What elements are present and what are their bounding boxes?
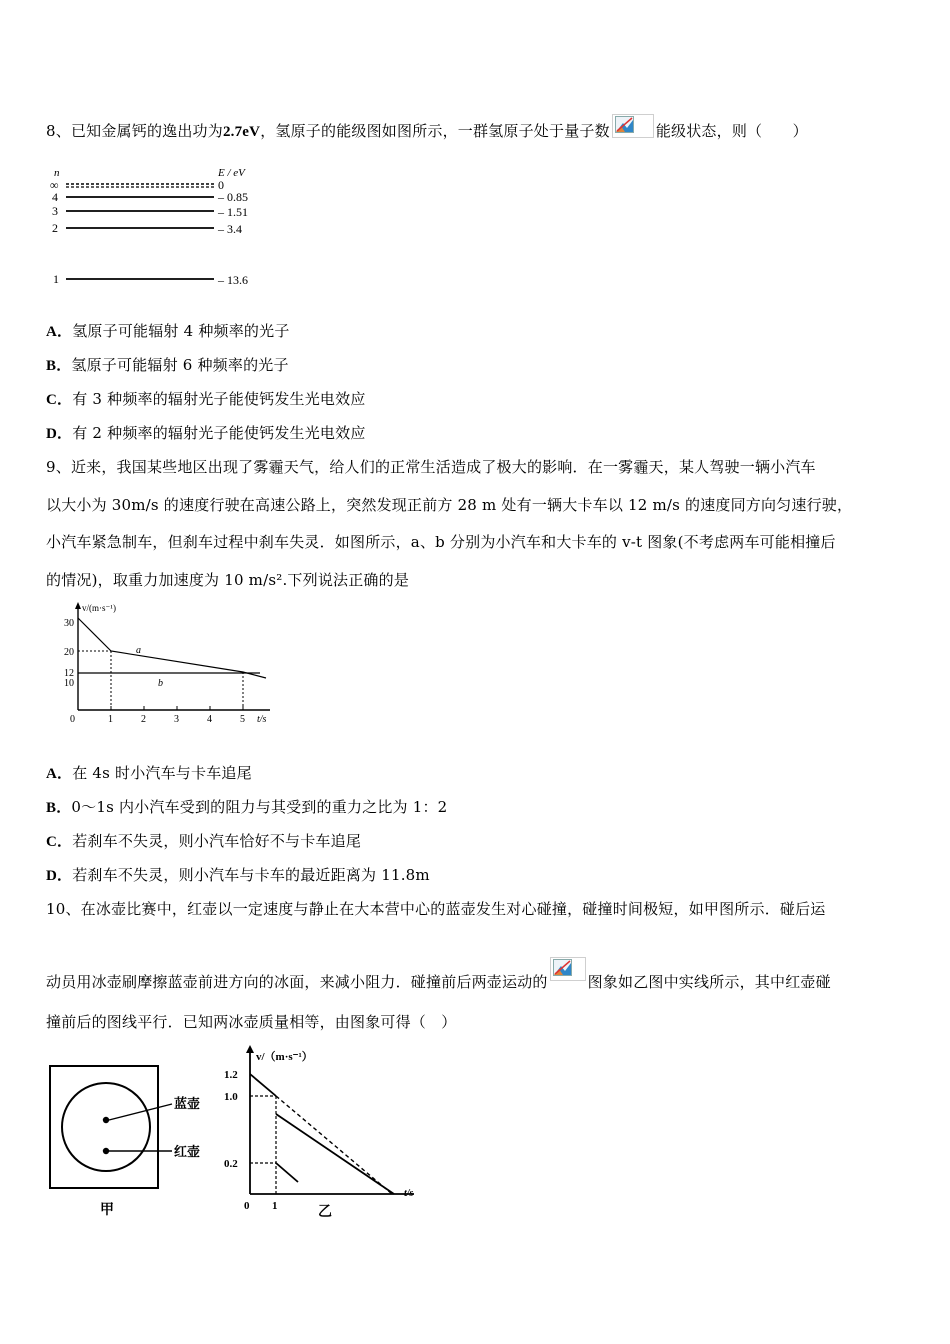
energy-level-diagram: [46, 160, 276, 292]
rink-box: [50, 1066, 158, 1188]
figure-yi-caption: 乙: [318, 1205, 332, 1220]
level-e-3: – 1.51: [218, 205, 248, 219]
x-axis-label: t/s: [404, 1188, 414, 1199]
y-tick-1-2: 1.2: [224, 1069, 238, 1081]
level-n-2: 2: [52, 221, 58, 235]
x-tick-0: 0: [244, 1200, 250, 1212]
y-tick-1-0: 1.0: [224, 1091, 238, 1103]
broken-image-icon: [612, 114, 654, 138]
q10-stem-line-1: 10、在冰壶比赛中，红壶以一定速度与静止在大本营中心的蓝壶发生对心碰撞，碰撞时间极短，如甲图所示．碰后运: [46, 900, 826, 918]
house-circle: [62, 1083, 150, 1171]
figure-jia-caption: 甲: [100, 1203, 114, 1218]
level-e-1: – 13.6: [218, 273, 248, 287]
n-axis-label: n: [54, 167, 60, 179]
label-b: b: [158, 678, 163, 689]
x-tick-1: 1: [108, 714, 113, 725]
q9-stem-line-4: 的情况)，取重力加速度为 10 m/s².下列说法正确的是: [46, 571, 410, 589]
blue-stone: [103, 1117, 109, 1123]
level-n-4: 4: [52, 190, 58, 204]
y-axis-arrow: [246, 1045, 254, 1053]
level-n-inf: ∞: [50, 178, 59, 192]
y-axis-label: v/（m·s⁻¹）: [256, 1051, 313, 1063]
q10-stem-line-2: 动员用冰壶刷摩擦蓝壶前进方向的冰面，来减小阻力．碰撞前后两壶运动的 图象如乙图中实线所示，其中红壶碰: [46, 957, 831, 992]
vt-graph-q10: [222, 1040, 432, 1222]
blue-stone-label: 蓝壶: [174, 1096, 201, 1111]
red-before-line: [250, 1074, 276, 1096]
curling-house-diagram: [46, 1062, 226, 1222]
y-tick-12: 12: [64, 668, 74, 679]
energy-axis-label: E / eV: [218, 167, 245, 179]
y-tick-20: 20: [64, 647, 74, 658]
x-tick-3: 3: [174, 714, 179, 725]
red-stone-label: 红壶: [174, 1144, 201, 1159]
level-n-1: 1: [53, 272, 59, 286]
y-tick-0-2: 0.2: [224, 1158, 238, 1170]
q8-option-d: D．有 2 种频率的辐射光子能使钙发生光电效应: [46, 424, 366, 442]
q9-option-c: C．若刹车不失灵，则小汽车恰好不与卡车追尾: [46, 832, 362, 850]
q9-stem-line-2: 以大小为 30m/s 的速度行驶在高速公路上，突然发现正前方 28 m 处有一辆大卡车以 12 m/s 的速度同方向匀速行驶，: [46, 496, 853, 514]
red-extension-dashed: [276, 1096, 392, 1194]
y-tick-30: 30: [64, 618, 74, 629]
x-tick-1: 1: [272, 1200, 278, 1212]
level-e-inf: 0: [218, 178, 224, 192]
q8-option-a: A．氢原子可能辐射 4 种频率的光子: [46, 322, 290, 340]
y-tick-10: 10: [64, 678, 74, 689]
y-axis-arrow: [75, 602, 81, 609]
blue-pointer: [109, 1104, 172, 1120]
x-tick-4: 4: [207, 714, 212, 725]
x-tick-2: 2: [141, 714, 146, 725]
q8-option-b: B．氢原子可能辐射 6 种频率的光子: [46, 356, 289, 374]
vt-graph-q9: [60, 600, 280, 726]
level-e-2: – 3.4: [218, 222, 242, 236]
q8-option-c: C．有 3 种频率的辐射光子能使钙发生光电效应: [46, 390, 366, 408]
x-axis-label: t/s: [257, 714, 267, 725]
broken-image-icon: [550, 957, 586, 981]
red-after-line: [276, 1163, 298, 1182]
x-tick-0: 0: [70, 714, 75, 725]
q9-option-d: D．若刹车不失灵，则小汽车与卡车的最近距离为 11.8m: [46, 866, 430, 884]
q9-stem-line-3: 小汽车紧急制车，但刹车过程中刹车失灵．如图所示，a、b 分别为小汽车和大卡车的 v-t 图象(不考虑两车可能相撞后: [46, 533, 836, 551]
level-n-3: 3: [52, 204, 58, 218]
q9-stem-line-1: 9、近来，我国某些地区出现了雾霾天气，给人们的正常生活造成了极大的影响．在一雾霾天，某人驾驶一辆小汽车: [46, 458, 816, 476]
label-a: a: [136, 645, 141, 656]
q10-stem-line-3: 撞前后的图线平行．已知两冰壶质量相等，由图象可得（ ）: [46, 1013, 457, 1031]
red-stone: [103, 1148, 109, 1154]
x-tick-5: 5: [240, 714, 245, 725]
y-axis-label: v/(m·s⁻¹): [82, 603, 116, 613]
q8-stem: 8、已知金属钙的逸出功为2.7eV，氢原子的能级图如图所示，一群氢原子处于量子数 能级状态，则（ ）: [46, 114, 808, 141]
q9-option-b: B．0～1s 内小汽车受到的阻力与其受到的重力之比为 1：2: [46, 798, 448, 816]
level-e-4: – 0.85: [218, 190, 248, 204]
line-a: [78, 618, 266, 678]
blue-after-line: [276, 1114, 394, 1194]
q9-option-a: A．在 4s 时小汽车与卡车追尾: [46, 764, 252, 782]
